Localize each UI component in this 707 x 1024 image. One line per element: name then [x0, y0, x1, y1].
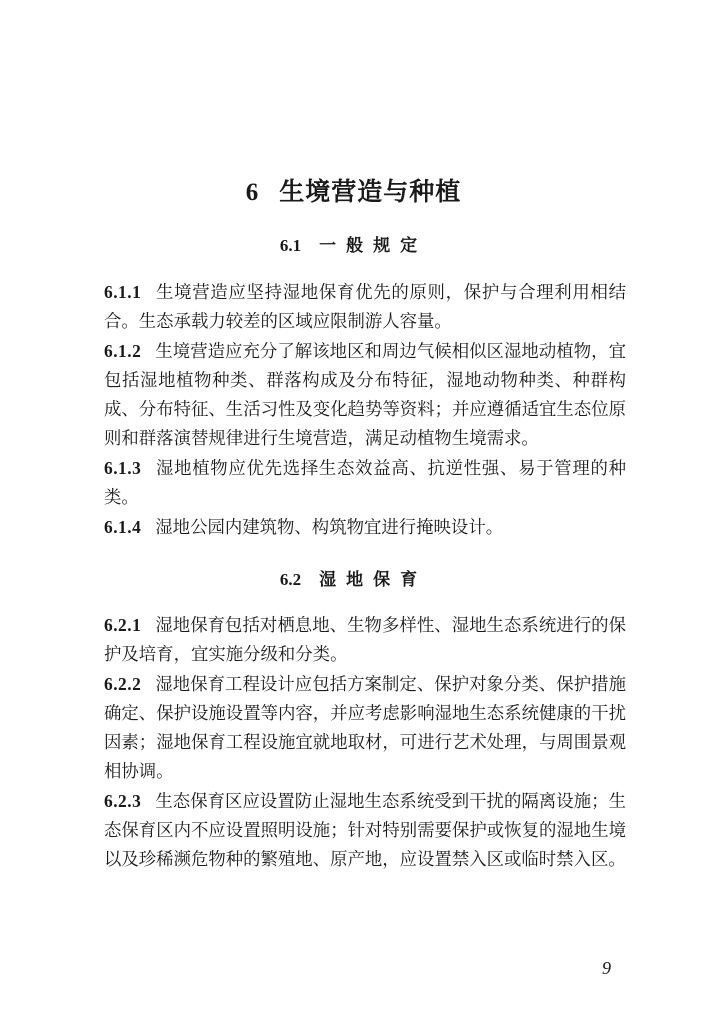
section-title-text: 一般规定 [319, 236, 428, 256]
clause-6-2-1 [104, 611, 626, 670]
chapter-number: 6 [245, 179, 260, 206]
clause-number: 6.1.1 [104, 282, 142, 302]
clause-6-1-2 [104, 337, 626, 454]
clause-text: 生态保育区应设置防止湿地生态系统受到干扰的隔离设施；生态保育区内不应设置照明设施；针对特别需要保护或恢复的湿地生境以及珍稀濒危物种的繁殖地、原产地，应设置禁入区或临时禁入区。 [104, 792, 626, 870]
clause-number: 6.2.2 [104, 674, 142, 694]
chapter-title [0, 176, 707, 209]
clause-number: 6.1.4 [104, 517, 142, 537]
page-number: 9 [602, 958, 611, 978]
clause-number: 6.1.2 [104, 341, 142, 361]
clause-text: 生境营造应坚持湿地保育优先的原则，保护与合理利用相结合。生态承载力较差的区域应限制游人容量。 [104, 283, 626, 332]
section-title-6-2 [0, 568, 707, 592]
section-body-6-2 [104, 611, 626, 875]
clause-text: 湿地保育工程设计应包括方案制定、保护对象分类、保护措施确定、保护设施设置等内容，并应考虑影响湿地生态系统健康的干扰因素；湿地保育工程设施宜就地取材，可进行艺术处理，与周围景观相协调。 [104, 675, 626, 782]
section-number: 6.1 [279, 236, 302, 255]
clause-text: 湿地公园内建筑物、构筑物宜进行掩映设计。 [155, 518, 504, 538]
clause-text: 湿地植物应优先选择生态效益高、抗逆性强、易于管理的种类。 [104, 459, 626, 508]
clause-number: 6.2.1 [104, 615, 142, 635]
section-title-6-1 [0, 234, 707, 258]
clause-6-1-1 [104, 278, 626, 337]
clause-number: 6.2.3 [104, 791, 142, 811]
clause-text: 生境营造应充分了解该地区和周边气候相似区湿地动植物，宜包括湿地植物种类、群落构成及分布特征，湿地动物种类、种群构成、分布特征、生活习性及变化趋势等资料；并应遵循适宜生态位原则和群落演替规律进行生境营造，满足动植物生境需求。 [104, 342, 626, 449]
clause-text: 湿地保育包括对栖息地、生物多样性、湿地生态系统进行的保护及培育，宜实施分级和分类。 [104, 616, 626, 665]
chapter-title-text: 生境营造与种植 [279, 177, 462, 206]
section-title-text: 湿地保育 [319, 570, 428, 590]
clause-6-2-2 [104, 670, 626, 787]
clause-6-2-3 [104, 787, 626, 875]
clause-6-1-3 [104, 454, 626, 513]
section-body-6-1 [104, 278, 626, 543]
section-number: 6.2 [279, 570, 302, 589]
clause-number: 6.1.3 [104, 458, 142, 478]
clause-6-1-4 [104, 513, 626, 543]
